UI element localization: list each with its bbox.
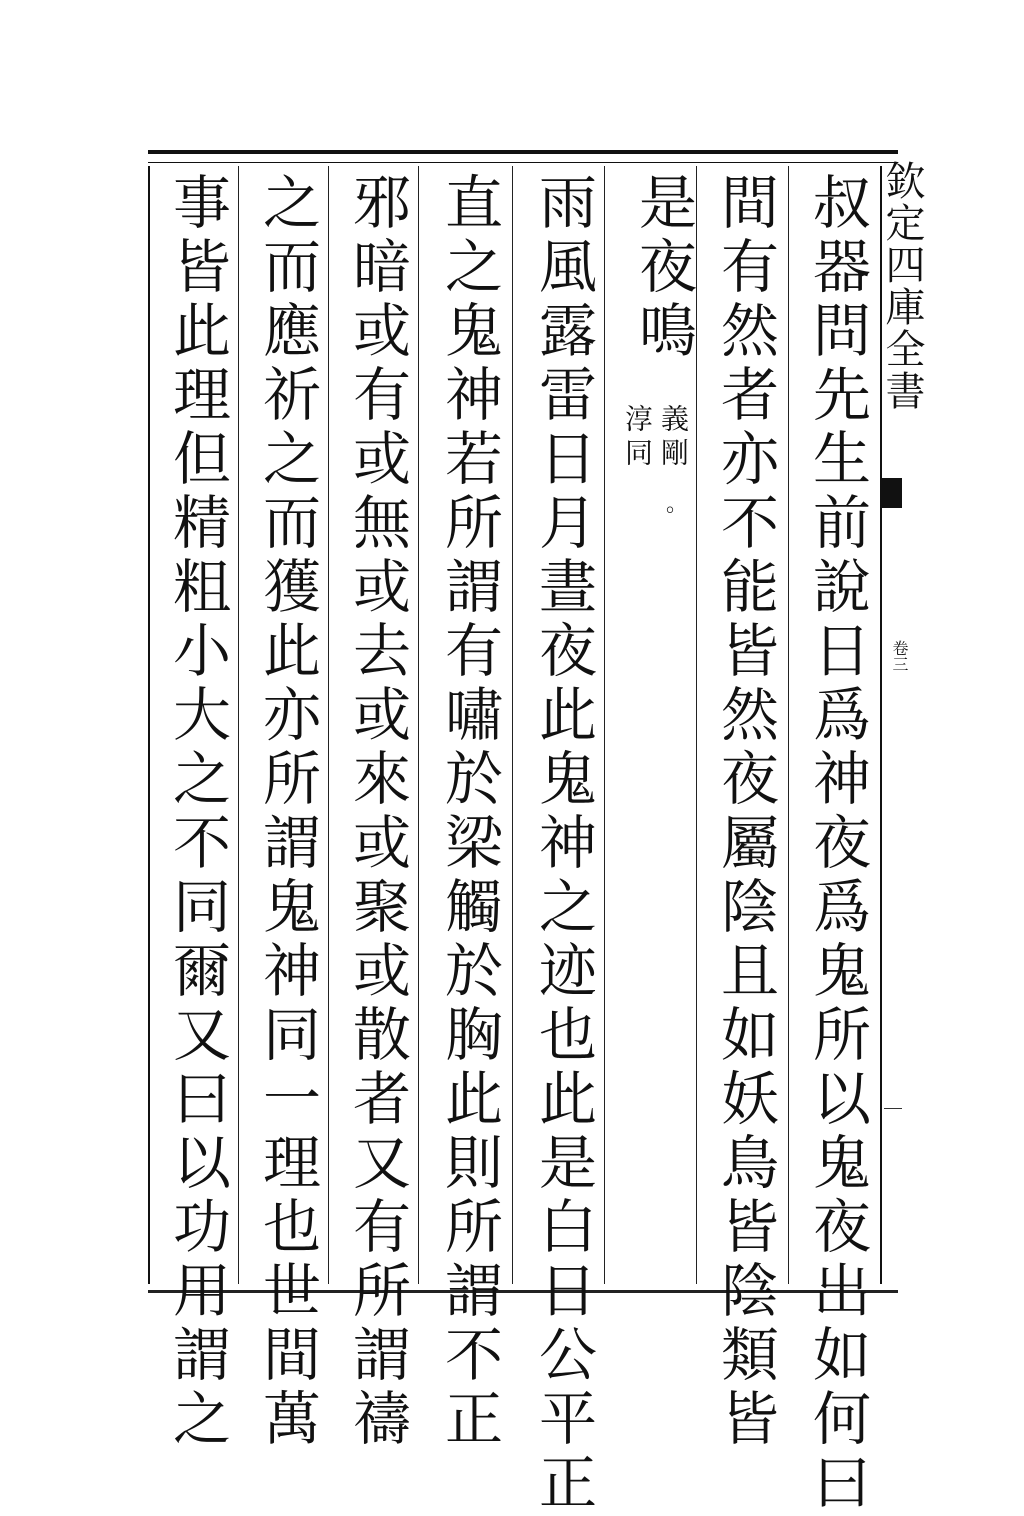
column-rule: [512, 166, 513, 1284]
text-column-2: 間有然者亦不能皆然夜屬陰且如妖鳥皆陰類皆: [711, 172, 779, 1452]
column-rule: [328, 166, 329, 1284]
text-column-8: 事皆此理但精粗小大之不同爾又曰以功用謂之: [163, 172, 231, 1452]
text-column-4: 雨風露雷日月晝夜此鬼神之迹也此是白日公平正: [529, 172, 597, 1516]
annotation-small-text-left: 淳同: [621, 404, 654, 472]
margin-book-title: 欽定四庫全書: [879, 160, 925, 412]
column-rule: [604, 166, 605, 1284]
margin-tick: [884, 1108, 902, 1109]
margin-fishtail-mark: [882, 478, 902, 508]
annotation-main-text: 是夜鳴: [629, 172, 697, 364]
column-rule: [238, 166, 239, 1284]
column-rule: [788, 166, 789, 1284]
annotation-small-text-right: 義剛: [657, 404, 690, 472]
frame-top-border: [148, 150, 898, 163]
text-column-5: 直之鬼神若所謂有嘯於梁觸於胸此則所謂不正: [435, 172, 503, 1452]
margin-volume-label: 卷三: [890, 640, 909, 672]
text-column-1: 叔器問先生前說日爲神夜爲鬼所以鬼夜出如何曰: [803, 172, 871, 1516]
frame-left-border: [148, 166, 150, 1284]
column-rule: [418, 166, 419, 1284]
text-column-7: 之而應祈之而獲此亦所謂鬼神同一理也世間萬: [253, 172, 321, 1452]
text-column-6: 邪暗或有或無或去或來或聚或散者又有所謂禱: [343, 172, 411, 1452]
annotation-punctuation-mark: 。: [665, 492, 688, 517]
annotation-column: [610, 172, 700, 572]
